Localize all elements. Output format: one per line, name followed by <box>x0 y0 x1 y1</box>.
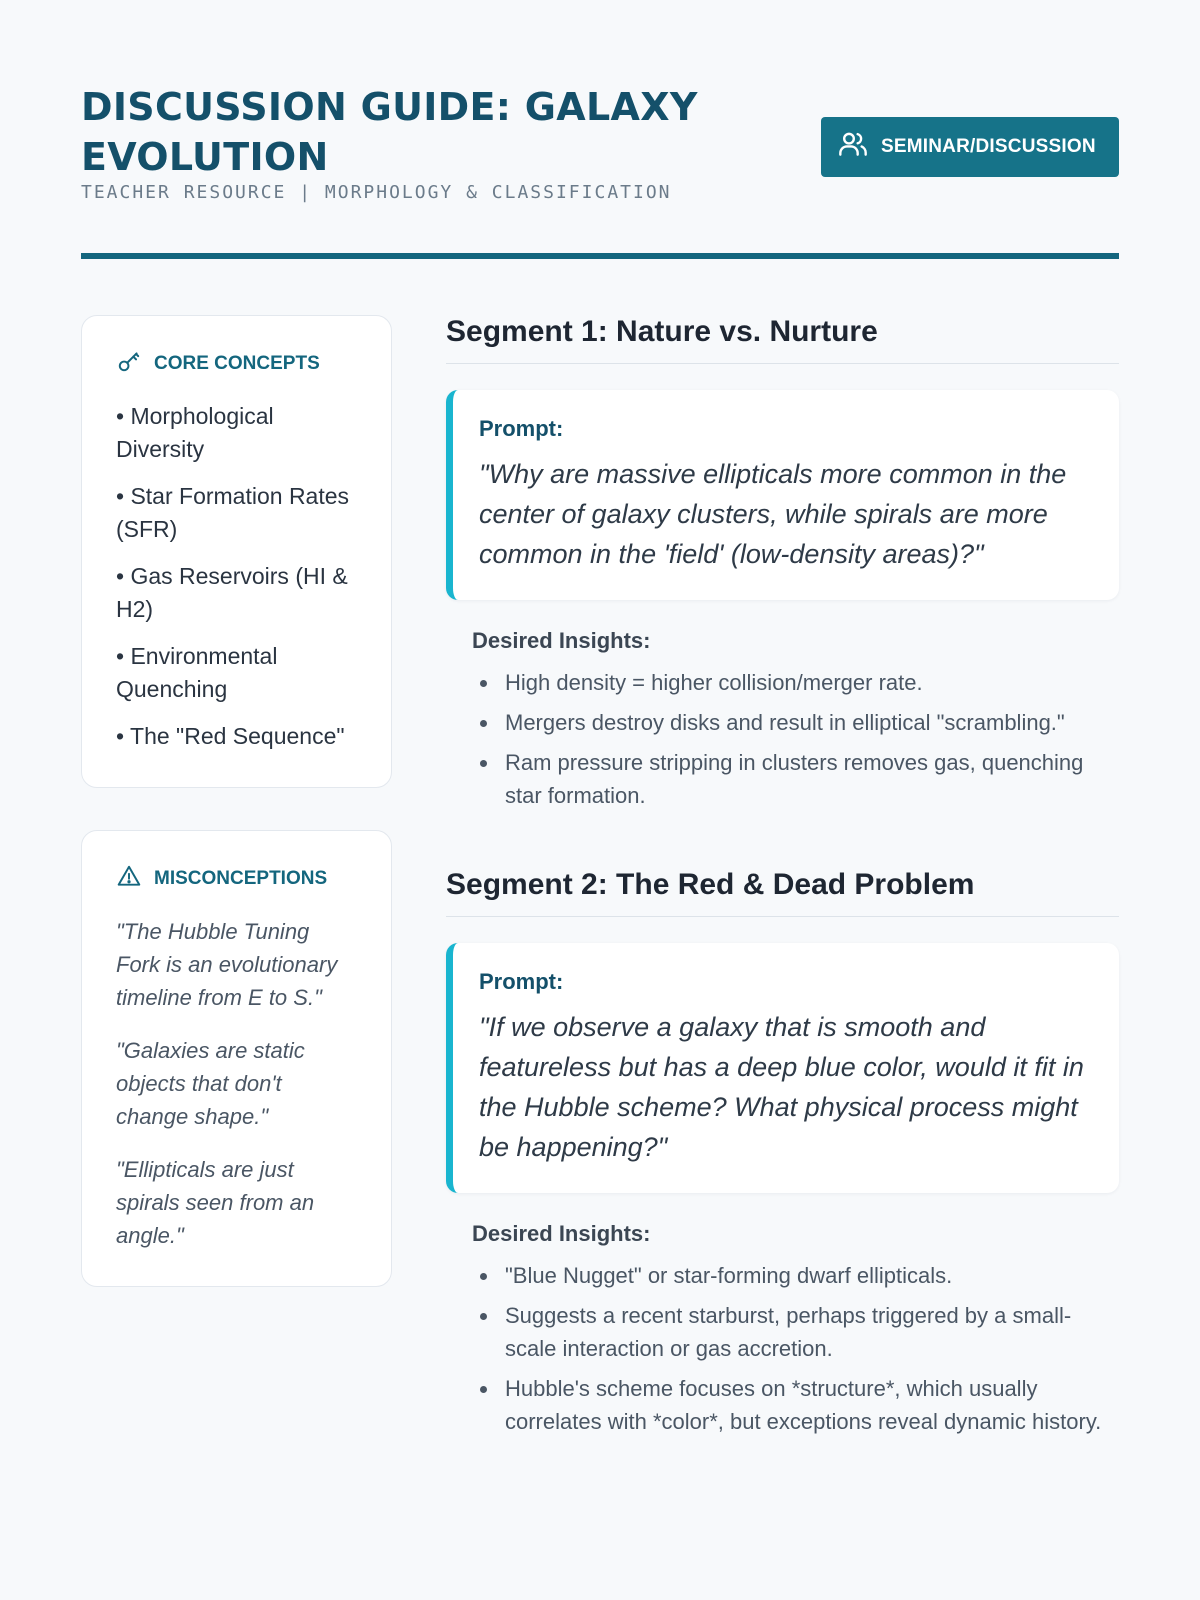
segment-title: Segment 2: The Red & Dead Problem <box>446 868 1119 917</box>
prompt-box <box>446 390 1119 600</box>
sidebar <box>81 315 392 1494</box>
insight-item: "Blue Nugget" or star-forming dwarf ellipticals. <box>472 1259 1119 1292</box>
insight-item: Suggests a recent starburst, perhaps triggered by a small-scale interaction or gas accretion. <box>472 1299 1119 1365</box>
insight-item: High density = higher collision/merger rate. <box>472 666 1119 699</box>
users-icon <box>837 128 869 166</box>
header <box>81 0 1119 262</box>
prompt-text: "If we observe a galaxy that is smooth and featureless but has a deep blue color, would it fit in the Hubble scheme? What physical process might be happening?" <box>479 1012 1084 1162</box>
main-content <box>446 315 1119 1494</box>
prompt-label: Prompt: <box>479 416 564 441</box>
core-concepts-title: CORE CONCEPTS <box>154 353 320 374</box>
header-divider <box>81 253 1119 259</box>
segment-2 <box>446 868 1119 1438</box>
concept-item: • Gas Reservoirs (HI & H2) <box>116 563 348 622</box>
insight-item: Mergers destroy disks and result in elliptical "scrambling." <box>472 706 1119 739</box>
misconception-item: "Galaxies are static objects that don't change shape." <box>116 1038 305 1129</box>
badge-label: SEMINAR/DISCUSSION <box>881 136 1096 157</box>
page-subtitle: TEACHER RESOURCE | MORPHOLOGY & CLASSIFICATION <box>81 182 672 203</box>
segment-1 <box>446 315 1119 812</box>
misconceptions-title: MISCONCEPTIONS <box>154 868 328 889</box>
prompt-text: "Why are massive ellipticals more common in the center of galaxy clusters, while spirals are more common in the 'field' (low-density areas)?" <box>479 459 1067 569</box>
misconception-item: "The Hubble Tuning Fork is an evolutionary timeline from E to S." <box>116 919 338 1010</box>
insights-label: Desired Insights: <box>472 1221 651 1246</box>
concept-item: • Morphological Diversity <box>116 403 274 462</box>
insights-label: Desired Insights: <box>472 628 651 653</box>
prompt-label: Prompt: <box>479 969 564 994</box>
desired-insights <box>446 628 1119 812</box>
concept-item: • Environmental Quenching <box>116 643 278 702</box>
concept-item: • The "Red Sequence" <box>116 723 345 749</box>
core-concepts-card <box>81 315 392 788</box>
prompt-box <box>446 943 1119 1193</box>
core-concepts-heading <box>116 348 357 380</box>
seminar-discussion-badge <box>821 117 1119 177</box>
concept-item: • Star Formation Rates (SFR) <box>116 483 350 542</box>
segment-title: Segment 1: Nature vs. Nurture <box>446 315 1119 364</box>
insights-list <box>472 666 1119 812</box>
content-columns <box>81 315 1119 1494</box>
insight-item: Ram pressure stripping in clusters removes gas, quenching star formation. <box>472 746 1119 812</box>
insight-item: Hubble's scheme focuses on *structure*, which usually correlates with *color*, but exceptions reveal dynamic history. <box>472 1372 1119 1438</box>
desired-insights <box>446 1221 1119 1438</box>
warning-triangle-icon <box>116 863 142 895</box>
misconceptions-heading <box>116 863 357 895</box>
misconceptions-card <box>81 830 392 1287</box>
misconception-item: "Ellipticals are just spirals seen from an angle." <box>116 1157 315 1248</box>
insights-list <box>472 1259 1119 1438</box>
page-title: DISCUSSION GUIDE: GALAXY EVOLUTION <box>81 85 698 179</box>
key-icon <box>116 348 142 380</box>
